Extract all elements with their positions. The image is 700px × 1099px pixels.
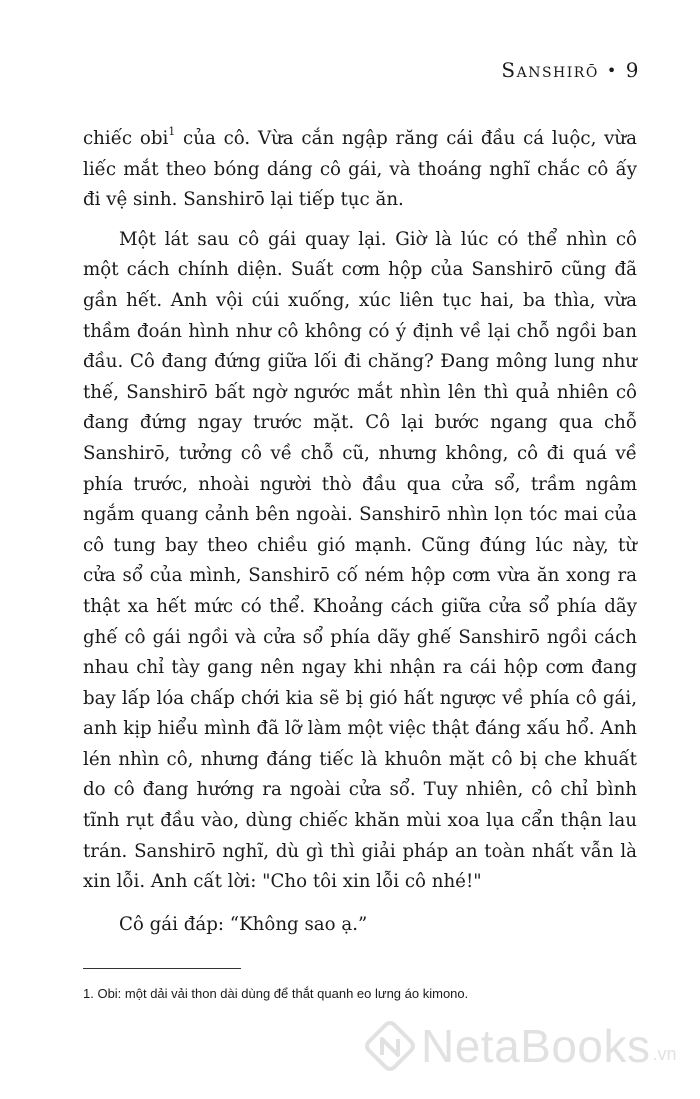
paragraph-text-start: chiếc obi xyxy=(83,128,169,149)
header-separator: • xyxy=(606,61,618,80)
running-title: Sanshirō xyxy=(501,58,599,82)
page-number: 9 xyxy=(625,58,640,82)
paragraph-main: Một lát sau cô gái quay lại. Giờ là lúc có thể nhìn cô một cách chính diện. Suất cơm hộp của Sanshirō cũng đã gần hết. Anh vội cúi xuống, xúc liên tục hai, ba thìa, vừa thầm đoán hình như cô không có ý định về lại chỗ ngồi ban đầu. Cô đang đứng giữa lối đi chăng? Đang mông lung như thế, Sanshirō bất ngờ ngước mắt nhìn lên thì quả nhiên cô đang đứng ngay trước mặt. Cô lại bước ngang qua chỗ Sanshirō, tưởng cô về chỗ cũ, nhưng không, cô đi quá về phía trước, nhoài người thò đầu qua cửa sổ, trầm ngâm ngắm quang cảnh bên ngoài. Sanshirō nhìn lọn tóc mai của cô tung bay theo chiều gió mạnh. Cũng đúng lúc này, từ cửa sổ của mình, Sanshirō cố ném hộp cơm vừa ăn xong ra thật xa hết mức có thể. Khoảng cách giữa cửa sổ phía dãy ghế cô gái ngồi và cửa sổ phía dãy ghế Sanshirō ngồi cách nhau chỉ tày gang nên ngay khi nhận ra cái hộp cơm đang bay lấp lóa chấp chới kia sẽ bị gió hất ngược về phía cô gái, anh kịp hiểu mình đã lỡ làm một việc thật đáng xấu hổ. Anh lén nhìn cô, nhưng đáng tiếc là khuôn mặt cô bị che khuất do cô đang hướng ra ngoài cửa sổ. Tuy nhiên, cô chỉ bình tĩnh rụt đầu vào, dùng chiếc khăn mùi xoa lụa cẩn thận lau trán. Sanshirō nghĩ, dù gì thì giải pháp an toàn nhất vẫn là xin lỗi. Anh cất lời: "Cho tôi xin lỗi cô nhé!" xyxy=(83,228,637,893)
paragraph-continuation xyxy=(83,124,637,216)
paragraph-dialogue: Cô gái đáp: “Không sao ạ.” xyxy=(119,913,368,935)
netabooks-logo-icon xyxy=(363,1019,417,1073)
paragraph-text-rest: của cô. Vừa cắn ngập răng cái đầu cá luộc, vừa liếc mắt theo bóng dáng cô gái, và thoáng nghĩ chắc cô ấy đi vệ sinh. Sanshirō lại tiếp tục ăn. xyxy=(83,128,637,211)
watermark xyxy=(363,1019,677,1073)
watermark-suffix: .vn xyxy=(652,1044,677,1064)
watermark-brand: NetaBooks xyxy=(421,1020,651,1072)
footnote-reference: 1 xyxy=(168,124,176,138)
footnote: 1. Obi: một dải vải thon dài dùng để thắt quanh eo lưng áo kimono. xyxy=(83,986,469,1001)
footnote-divider xyxy=(83,968,241,969)
page-body xyxy=(83,124,637,940)
running-head xyxy=(501,58,640,82)
